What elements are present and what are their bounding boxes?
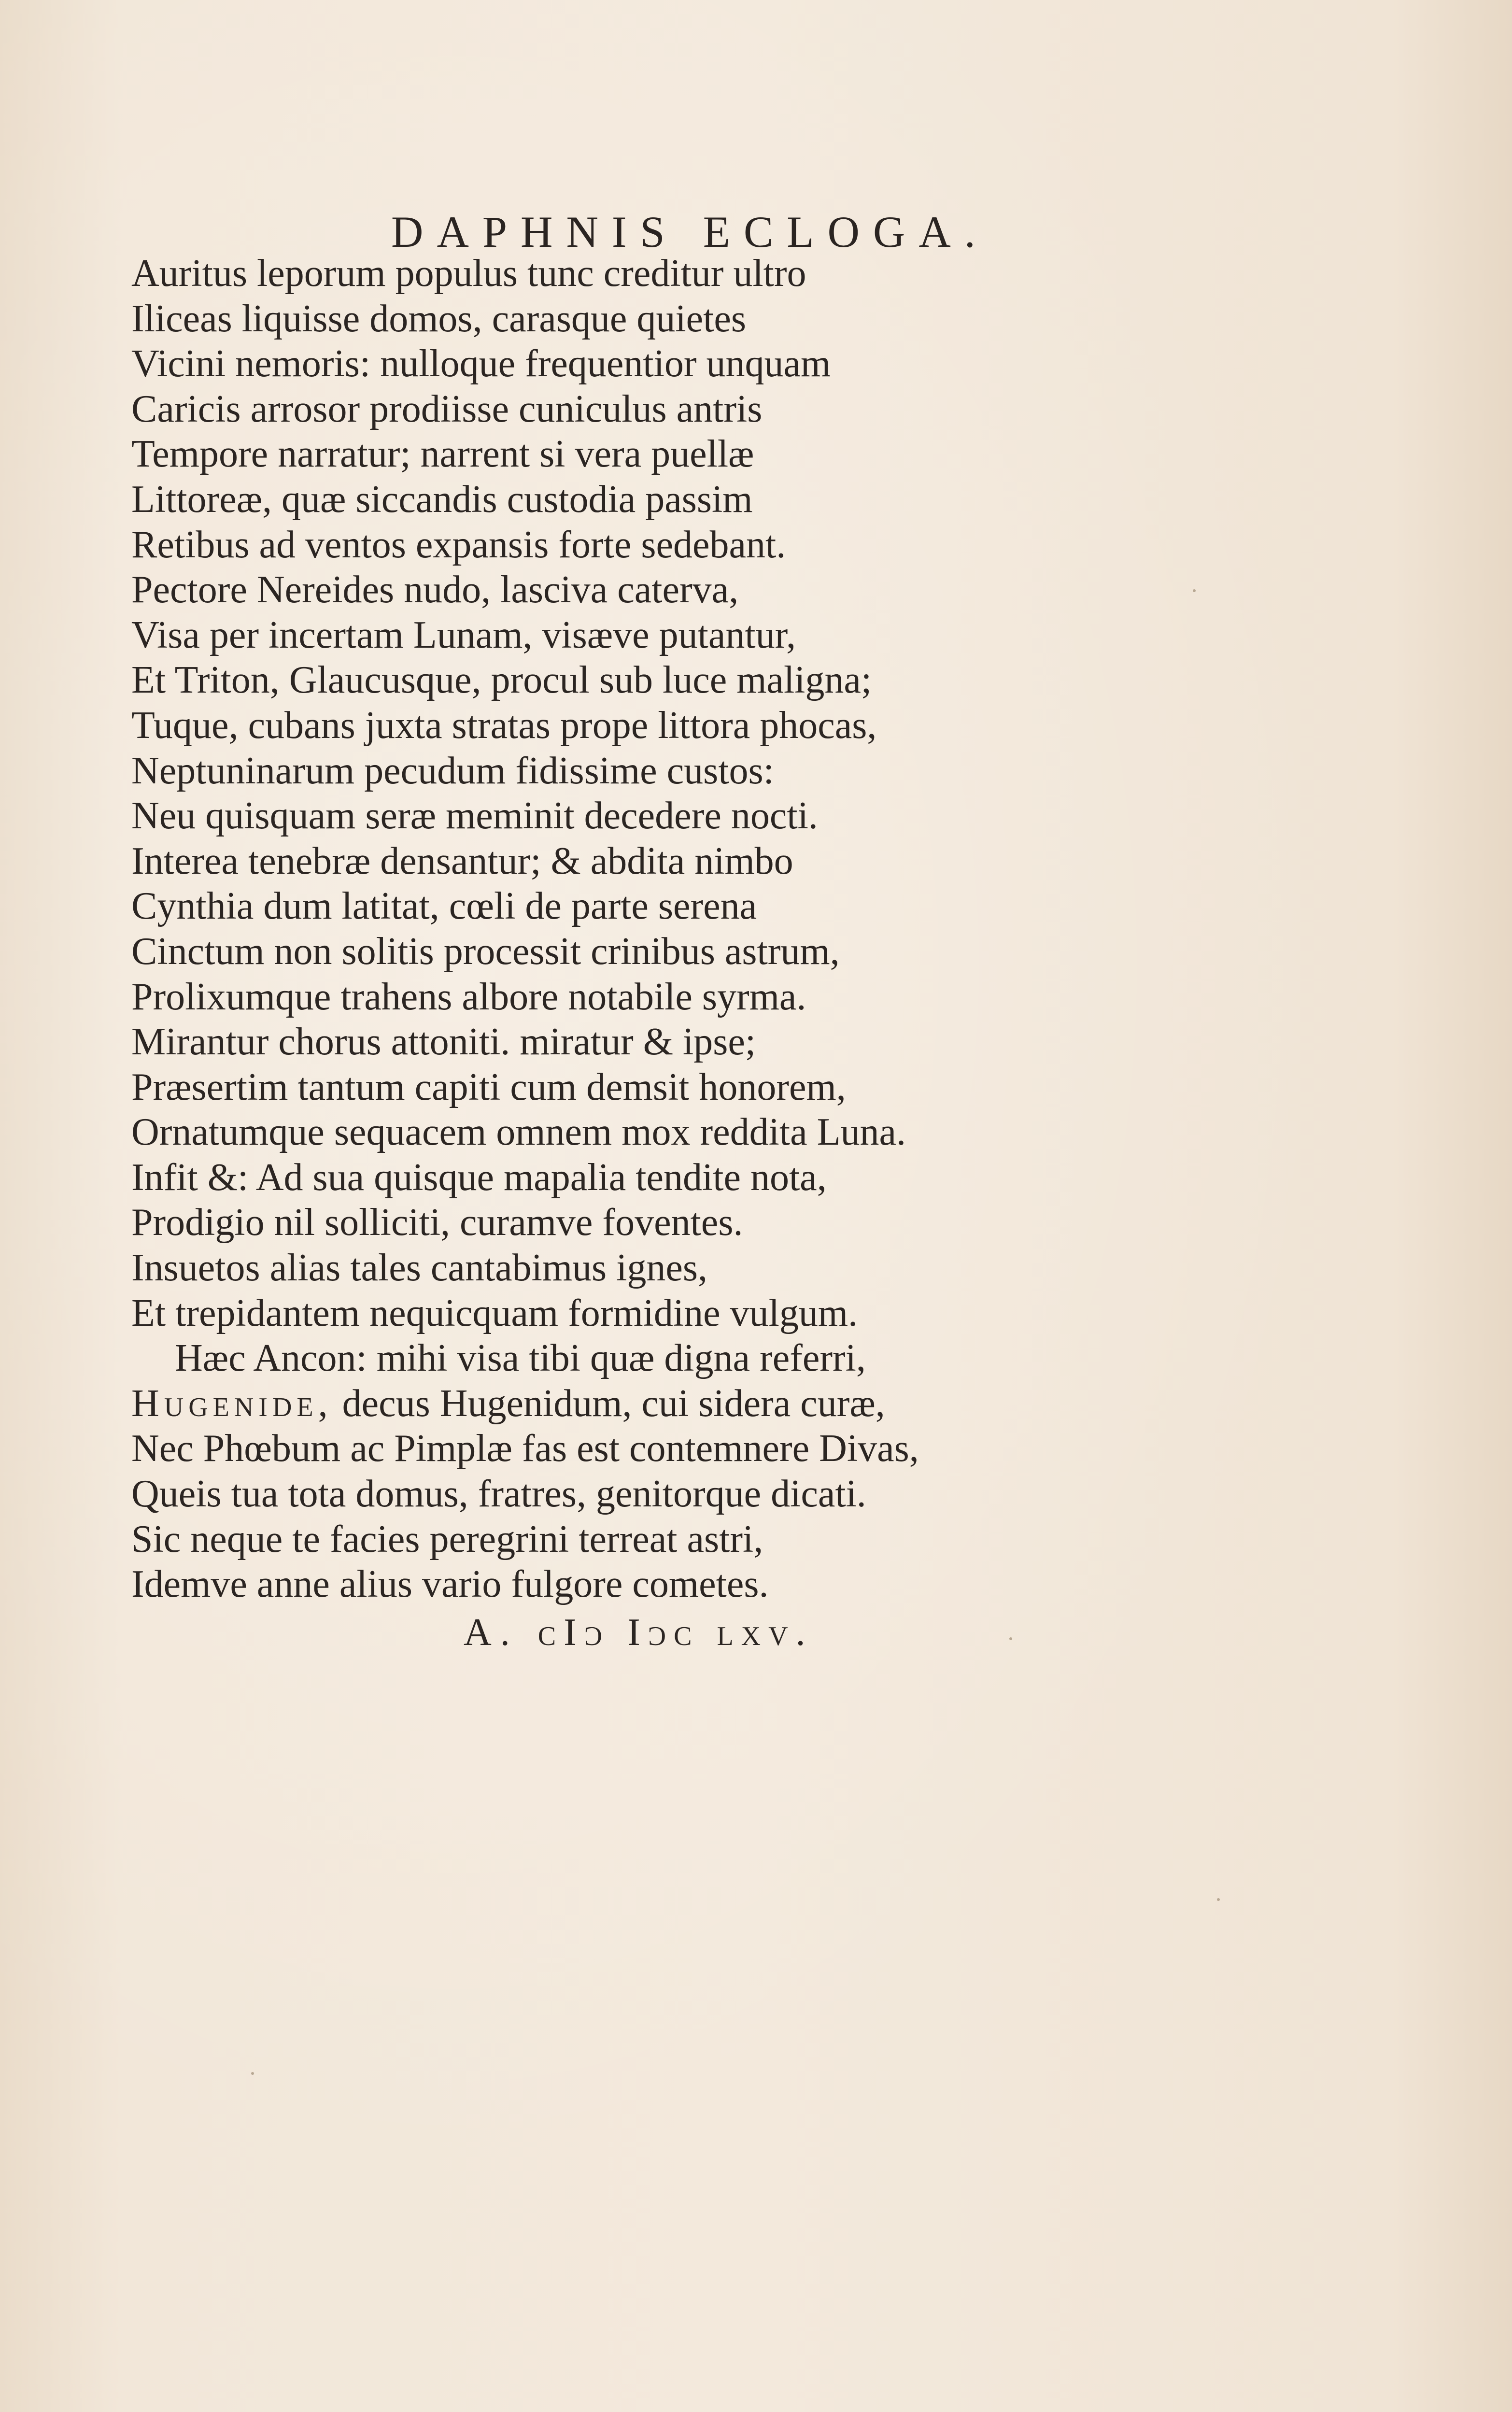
poem-line: Auritus leporum populus tunc creditur ultro <box>131 252 806 295</box>
poem-line: Idemve anne alius vario fulgore cometes. <box>131 1563 769 1606</box>
poem-line: Visa per incertam Lunam, visæve putantur, <box>131 613 796 656</box>
poem-line: Iliceas liquisse domos, carasque quietes <box>131 297 746 340</box>
poem-line: Littoreæ, quæ siccandis custodia passim <box>131 478 753 521</box>
poem-line: Prodigio nil solliciti, curamve foventes. <box>131 1201 743 1244</box>
paper-speck <box>251 2072 254 2075</box>
dedicatee-name: Hugenide, <box>131 1382 333 1425</box>
poem-line: Et trepidantem nequicquam formidine vulgum. <box>131 1291 858 1334</box>
poem-line: Caricis arrosor prodiisse cuniculus antris <box>131 387 763 430</box>
poem-line: Neu quisquam seræ meminit decedere nocti. <box>131 795 818 837</box>
poem-line: Interea tenebræ densantur; & abdita nimbo <box>131 839 793 882</box>
poem-line: Tuque, cubans juxta stratas prope littora phocas, <box>131 704 877 747</box>
poem-line: Cynthia dum latitat, cœli de parte serena <box>131 885 757 928</box>
poem-line: Infit &: Ad sua quisque mapalia tendite nota, <box>131 1156 827 1199</box>
poem-line-rest: decus Hugenidum, cui sidera curæ, <box>342 1382 885 1425</box>
page-header: DAPHNIS ECLOGA. <box>391 207 989 256</box>
paper-speck <box>1217 1898 1220 1901</box>
poem-line: Pectore Nereides nudo, lasciva caterva, <box>131 568 739 611</box>
poem-line: Tempore narratur; narrent si vera puellæ <box>131 433 754 476</box>
poem-line: Mirantur chorus attoniti. miratur & ipse; <box>131 1021 756 1064</box>
poem-text <box>131 251 1097 1607</box>
poem-line: Retibus ad ventos expansis forte sedebant. <box>131 523 786 566</box>
poem-line <box>131 1381 1097 1427</box>
poem-line: Cinctum non solitis processit crinibus astrum, <box>131 930 840 973</box>
poem-line: Queis tua tota domus, fratres, genitorque dicati. <box>131 1473 866 1516</box>
poem-line: Et Triton, Glaucusque, procul sub luce maligna; <box>131 659 872 702</box>
poem-line: Hæc Ancon: mihi visa tibi quæ digna referri, <box>175 1337 866 1380</box>
poem-line: Ornatumque sequacem omnem mox reddita Luna. <box>131 1111 906 1154</box>
poem-line: Prolixumque trahens albore notabile syrma. <box>131 975 806 1018</box>
poem-line: Vicini nemoris: nulloque frequentior unquam <box>131 342 831 385</box>
poem-line: Sic neque te facies peregrini terreat astri, <box>131 1518 763 1561</box>
poem-line: Præsertim tantum capiti cum demsit honorem, <box>131 1065 846 1108</box>
colophon-year: cIɔ Iɔc lxv. <box>537 1611 813 1654</box>
colophon-date <box>464 1608 813 1657</box>
paper-speck <box>1009 1637 1012 1640</box>
poem-line: Nec Phœbum ac Pimplæ fas est contemnere Divas, <box>131 1427 919 1470</box>
poem-line: Neptuninarum pecudum fidissime custos: <box>131 749 774 792</box>
poem-line: Insuetos alias tales cantabimus ignes, <box>131 1247 708 1290</box>
colophon-prefix: A. <box>464 1611 519 1654</box>
paper-speck <box>1193 589 1196 592</box>
